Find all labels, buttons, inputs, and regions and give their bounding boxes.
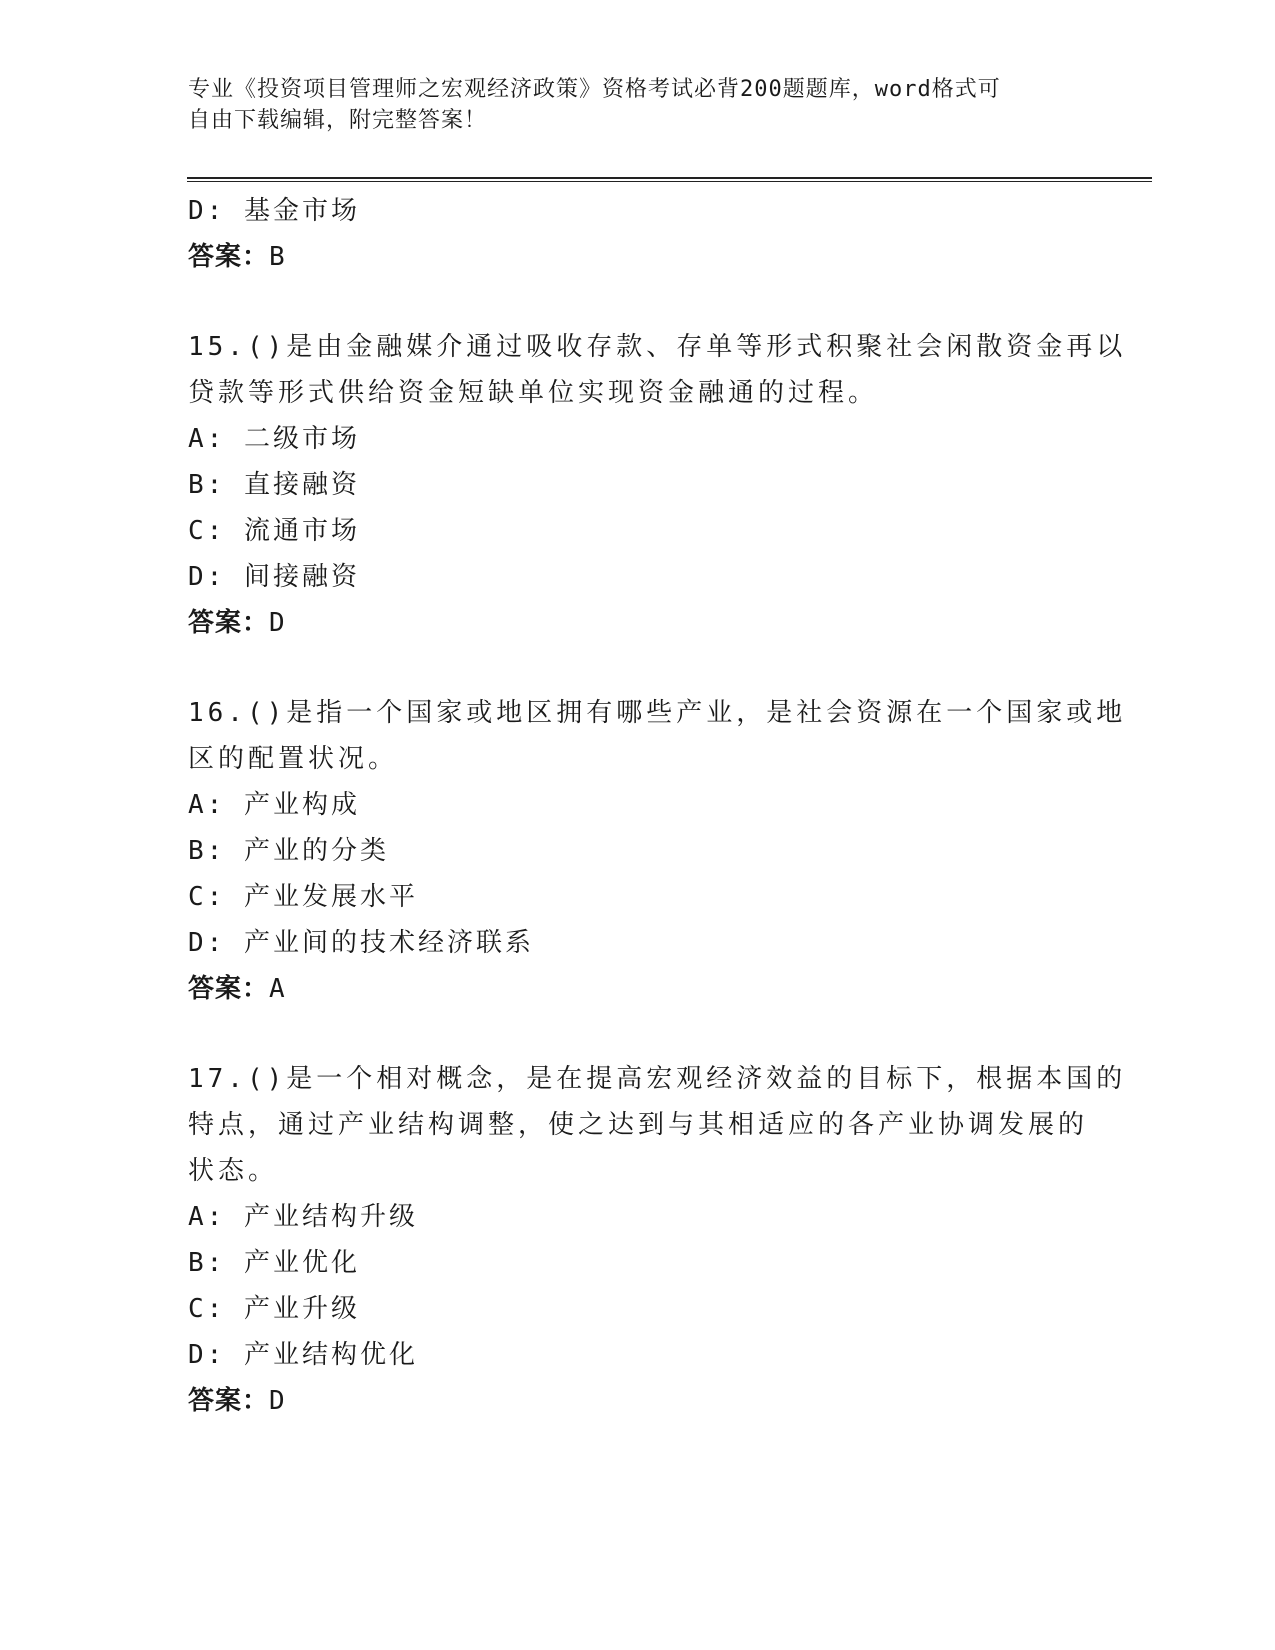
question-17-options (188, 1194, 1088, 1424)
option-d: D: 产业结构优化 (188, 1340, 418, 1370)
option-a: A: 产业构成 (188, 790, 360, 820)
answer-line (188, 234, 1088, 280)
option-d: D: 产业间的技术经济联系 (188, 928, 534, 958)
header-line-2: 自由下载编辑，附完整答案！ (188, 108, 488, 133)
option-d: D: 间接融资 (188, 562, 360, 592)
question-list (188, 188, 1127, 1424)
option-b: B: 产业优化 (188, 1248, 360, 1278)
option-c: C: 产业发展水平 (188, 882, 418, 912)
option-c: C: 流通市场 (188, 516, 360, 546)
document-header (188, 74, 1088, 136)
header-divider (187, 177, 1152, 182)
answer-line (188, 600, 1088, 646)
question-text-line: 区的配置状况。 (188, 744, 399, 774)
option-a: A: 产业结构升级 (188, 1202, 418, 1232)
answer-line (188, 966, 1088, 1012)
answer-value: B (269, 242, 286, 272)
option-c: C: 产业升级 (188, 1294, 360, 1324)
question-text-line: 特点，通过产业结构调整，使之达到与其相适应的各产业协调发展的 (188, 1110, 1089, 1140)
answer-value: A (269, 974, 286, 1004)
option-b: B: 产业的分类 (188, 836, 389, 866)
option-d: D: 基金市场 (188, 196, 360, 226)
question-fragment (188, 188, 1088, 280)
answer-label: 答案： (188, 608, 270, 638)
answer-label: 答案： (188, 1386, 270, 1416)
answer-value: D (269, 608, 286, 638)
question-text-line: 贷款等形式供给资金短缺单位实现资金融通的过程。 (188, 378, 879, 408)
question-17 (188, 1056, 1127, 1194)
question-15 (188, 324, 1127, 416)
option-b: B: 直接融资 (188, 470, 360, 500)
answer-value: D (269, 1386, 286, 1416)
question-text-line: 15.()是由金融媒介通过吸收存款、存单等形式积聚社会闲散资金再以 (188, 332, 1127, 362)
question-text-line: 17.()是一个相对概念，是在提高宏观经济效益的目标下，根据本国的 (188, 1064, 1127, 1094)
answer-label: 答案： (188, 974, 270, 1004)
question-16-options (188, 782, 1088, 1012)
question-16 (188, 690, 1127, 782)
option-a: A: 二级市场 (188, 424, 360, 454)
question-text-line: 16.()是指一个国家或地区拥有哪些产业，是社会资源在一个国家或地 (188, 698, 1127, 728)
answer-line (188, 1378, 1088, 1424)
question-15-options (188, 416, 1088, 646)
question-text-line: 状态。 (188, 1156, 279, 1186)
answer-label: 答案： (188, 242, 270, 272)
header-line-1: 专业《投资项目管理师之宏观经济政策》资格考试必背200题题库，word格式可 (188, 77, 1001, 102)
